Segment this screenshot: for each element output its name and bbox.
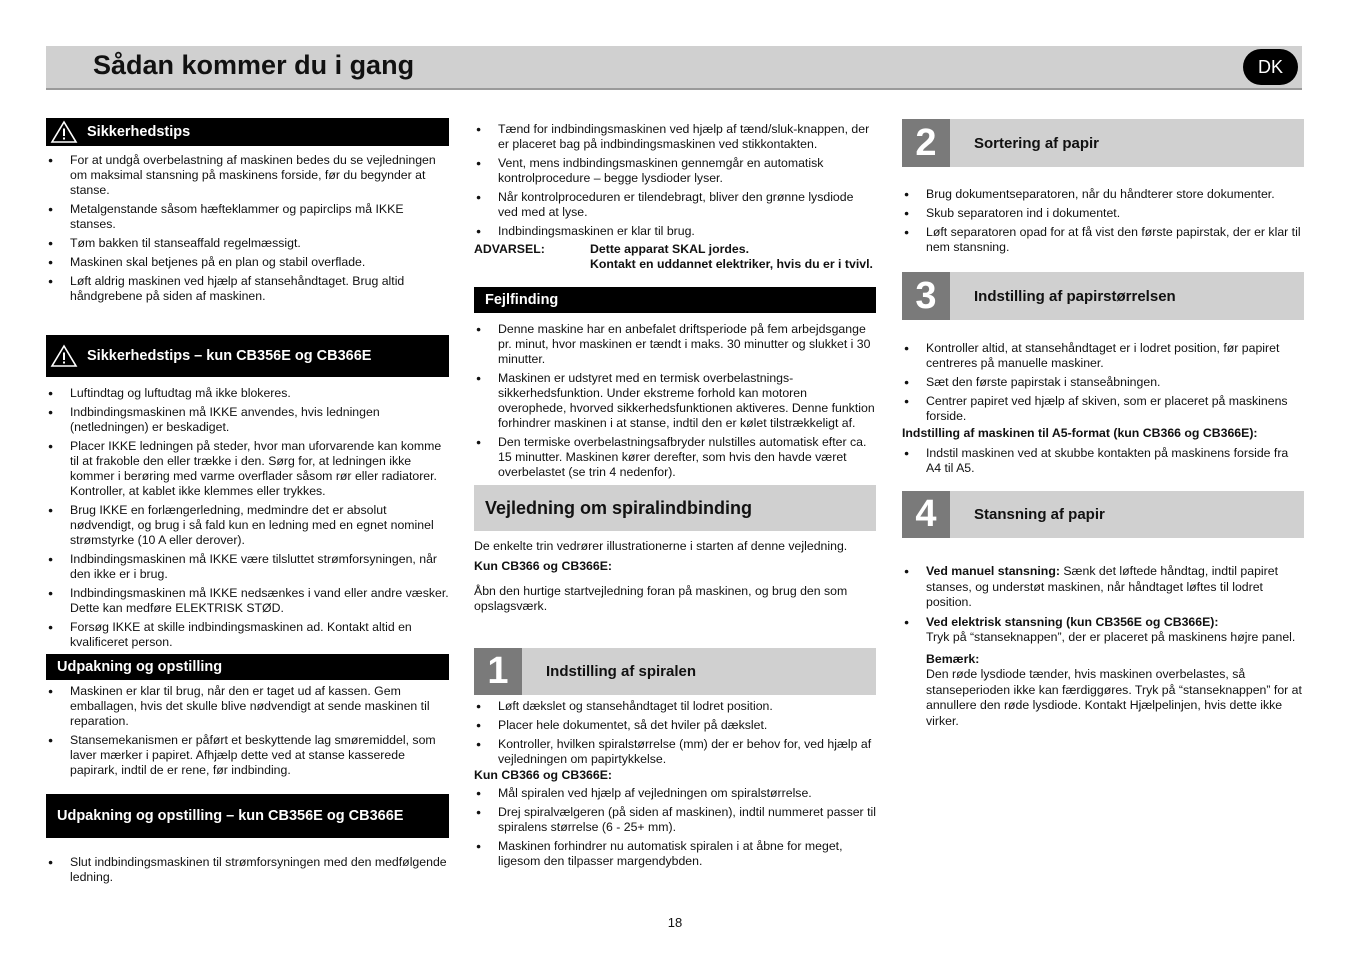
step-1-subhead: Kun CB366 og CB366E:: [474, 768, 613, 782]
step-number: 1: [474, 648, 522, 695]
list-item: ● Skub separatoren ind i dokumentet.: [902, 206, 1304, 221]
step-title: Stansning af papir: [974, 506, 1105, 523]
list-item: ● Luftindtag og luftudtag må ikke blokeres.: [46, 386, 449, 401]
step-title: Sortering af papir: [974, 134, 1100, 152]
warning-icon: [50, 120, 78, 144]
warning-label: ADVARSEL:: [474, 242, 545, 256]
list-item: ● Den termiske overbelastningsafbryder nulstilles automatisk efter ca. 15 minutter. Maskinen kører derefter, som hvis den havde været overbelastet (se trin 4 nedenfor).: [474, 435, 876, 480]
section-title: Fejlfinding: [485, 292, 559, 308]
section-header-safety-cb: [46, 335, 449, 377]
list-item: ● Indbindingsmaskinen må IKKE anvendes, hvis ledningen (netledningen) er beskadiget.: [46, 405, 449, 435]
list-item: ● Indbindingsmaskinen må IKKE nedsænkes i vand eller andre væsker. Dette kan medføre ELEKTRISK STØD.: [46, 586, 449, 616]
electric-text: Tryk på “stanseknappen”, der er placeret på maskinens højre panel.: [926, 630, 1296, 644]
list-item: ● Placer hele dokumentet, så det hviler på dækslet.: [474, 718, 876, 733]
list-item: ● Placer IKKE ledningen på steder, hvor man uforvarende kan komme til at frakoble den eller trække i den. Sørg for, at ledningen ikke kommer i berøring med varme overflader såsom rør eller radiatorer. Kontroller, at kablet ikke klemmes eller trykkes.: [46, 439, 449, 499]
step-1-header: [474, 648, 876, 695]
section-header-unpack: [46, 654, 449, 680]
page-number: 18: [667, 915, 683, 930]
list-item: ● Maskinen er klar til brug, når den er taget ud af kassen. Gem emballagen, hvis det skulle blive nødvendigt at sende maskinen til reparation.: [46, 684, 449, 729]
electric-label: ● Ved elektrisk stansning (kun CB356E og CB366E):: [926, 614, 1219, 629]
step-4-header: [902, 491, 1304, 538]
list-item: ● Maskinen er udstyret med en termisk overbelastnings-sikkerhedsfunktion. Under ekstreme forhold kan motoren overophede, hvorved sikkerhedsfunktionen aktiveres. Denne funktion forhindrer maskinen i at stanse, indtil den er kølet tilstrækkeligt af.: [474, 371, 876, 431]
step-1-list: [474, 699, 876, 767]
list-item: ● Drej spiralvælgeren (på siden af maskinen), indtil nummeret passer til spiralens størrelse (6 - 25+ mm).: [474, 805, 876, 835]
list-item: ● Brug dokumentseparatoren, når du håndterer store dokumenter.: [902, 187, 1304, 202]
list-item: ● Løft aldrig maskinen ved hjælp af stansehåndtaget. Brug altid håndgrebene på siden af maskinen.: [46, 274, 449, 304]
title-bar: [46, 46, 1302, 88]
list-item: ● Kontroller altid, at stansehåndtaget er i lodret position, før papiret centreres på manuelle maskiner.: [902, 341, 1304, 371]
column-right: [902, 118, 1304, 733]
list-item: ● Når kontrolproceduren er tilendebragt, bliver den grønne lysdiode ved med at lyse.: [474, 190, 876, 220]
step-2-list: [902, 187, 1304, 255]
step-2-header: [902, 119, 1304, 167]
step-3-list: [902, 341, 1304, 424]
section-header-unpack-cb: [46, 794, 449, 838]
step-number: 3: [902, 272, 950, 320]
step-3-header: [902, 272, 1304, 320]
safety-cb-list: [46, 386, 449, 650]
list-item: ● For at undgå overbelastning af maskinen bedes du se vejledningen om maksimal stansning på maskinens forside, før du begynder at stanse.: [46, 153, 449, 198]
column-left: [46, 118, 449, 889]
language-badge: DK: [1243, 49, 1298, 85]
step-number: 2: [902, 119, 950, 167]
step-title: Indstilling af spiralen: [546, 663, 697, 680]
list-item: ● Vent, mens indbindingsmaskinen gennemgår en automatisk kontrolprocedure – begge lysdioder lyser.: [474, 156, 876, 186]
guide-intro: De enkelte trin vedrører illustrationerne i starten af denne vejledning.: [474, 539, 848, 553]
unpack-cb-list: [46, 855, 449, 885]
warning-block: [474, 242, 876, 272]
list-item: ● Denne maskine har en anbefalet driftsperiode på fem arbejdsgange pr. minut, hvor maskinen er tændt i maks. 30 minutter og slukket i 30 minutter.: [474, 322, 876, 367]
step-4-list: [902, 564, 1304, 729]
list-item: ● Mål spiralen ved hjælp af vejledningen om spiralstørrelse.: [474, 786, 876, 801]
list-item: ● Løft separatoren opad for at få vist den første papirstak, der er klar til nem stansning.: [902, 225, 1304, 255]
list-item: ● Indstil maskinen ved at skubbe kontakten på maskinens forside fra A4 til A5.: [902, 446, 1304, 476]
title-divider: [46, 88, 1302, 90]
section-title: Sikkerhedstips – kun CB356E og CB366E: [87, 348, 372, 364]
section-header-guide: Vejledning om spiralindbinding: [474, 485, 876, 531]
list-item: ● Indbindingsmaskinen er klar til brug.: [474, 224, 876, 239]
warning-text: Kontakt en uddannet elektriker, hvis du er i tvivl.: [590, 257, 873, 271]
list-item: ● Brug IKKE en forlængerledning, medmindre det er absolut nødvendigt, og brug i så fald kun en ledning med en egnet nominel strømstyrke (10 A eller derover).: [46, 503, 449, 548]
list-item: [902, 615, 1304, 730]
list-item: ● Metalgenstande såsom hæfteklammer og papirclips må IKKE stanses.: [46, 202, 449, 232]
list-item: ● Forsøg IKKE at skille indbindingsmaskinen ad. Kontakt altid en kvalificeret person.: [46, 620, 449, 650]
safety-list: [46, 153, 449, 304]
list-item: ● Tænd for indbindingsmaskinen ved hjælp af tænd/sluk-knappen, der er placeret bag på indbindingsmaskinen ved stikkontakten.: [474, 122, 876, 152]
manual-text: Sænk det løftede håndtag, indtil papiret stanses, og understøt maskinen, når håndtaget løftes til lodret position.: [926, 564, 1279, 609]
list-item: ● Stansemekanismen er påført et beskyttende lag smøremiddel, som laver mærker i papiret. Afhjælp dette ved at stanse kasserede papirark, indtil de er rene, før indbinding.: [46, 733, 449, 778]
warning-icon: [50, 344, 78, 368]
list-item: [902, 564, 1304, 611]
note-label: Bemærk:: [926, 651, 980, 666]
startup-list: [474, 122, 876, 239]
warning-text: Dette apparat SKAL jordes.: [590, 242, 749, 256]
list-item: ● Centrer papiret ved hjælp af skiven, som er placeret på maskinens forside.: [902, 394, 1304, 424]
note-text: Den røde lysdiode tænder, hvis maskinen overbelastes, så stanseperioden ikke kan færdiggøres. Tryk på “stanseknappen” for at annullere den røde lysdiode. Kontakt Hjælpelinjen, hvis dette ikke virker.: [926, 667, 1302, 728]
section-title: Udpakning og opstilling – kun CB356E og CB366E: [57, 808, 404, 824]
list-item: ● Maskinen skal betjenes på en plan og stabil overflade.: [46, 255, 449, 270]
unpack-list: [46, 684, 449, 778]
column-middle: [474, 118, 876, 873]
step-1-list-2: [474, 786, 876, 869]
list-item: ● Sæt den første papirstak i stanseåbningen.: [902, 375, 1304, 390]
step-3-list-2: [902, 446, 1304, 476]
page-title: Sådan kommer du i gang: [93, 50, 415, 80]
section-header-troubleshooting: [474, 287, 876, 313]
step-number: 4: [902, 491, 950, 538]
section-title: Sikkerhedstips: [87, 124, 191, 140]
manual-label: Ved manuel stansning:: [926, 564, 1060, 578]
list-item: ● Maskinen forhindrer nu automatisk spiralen i at åbne for meget, ligesom den tilpasser margendybden.: [474, 839, 876, 869]
step-title: Indstilling af papirstørrelsen: [974, 287, 1176, 305]
guide-text: Åbn den hurtige startvejledning foran på maskinen, og brug den som opslagsværk.: [474, 584, 848, 613]
guide-subhead: Kun CB366 og CB366E:: [474, 559, 613, 573]
section-header-safety: [46, 118, 449, 146]
list-item: ● Løft dækslet og stansehåndtaget til lodret position.: [474, 699, 876, 714]
troubleshooting-list: [474, 322, 876, 480]
list-item: ● Slut indbindingsmaskinen til strømforsyningen med den medfølgende ledning.: [46, 855, 449, 885]
step-3-subhead: Indstilling af maskinen til A5-format (kun CB366 og CB366E):: [902, 426, 1258, 440]
list-item: ● Kontroller, hvilken spiralstørrelse (mm) der er behov for, ved hjælp af vejledningen om papirtykkelse.: [474, 737, 876, 767]
section-title: Udpakning og opstilling: [57, 659, 223, 675]
list-item: ● Tøm bakken til stanseaffald regelmæssigt.: [46, 236, 449, 251]
list-item: ● Indbindingsmaskinen må IKKE være tilsluttet strømforsyningen, når den ikke er i brug.: [46, 552, 449, 582]
